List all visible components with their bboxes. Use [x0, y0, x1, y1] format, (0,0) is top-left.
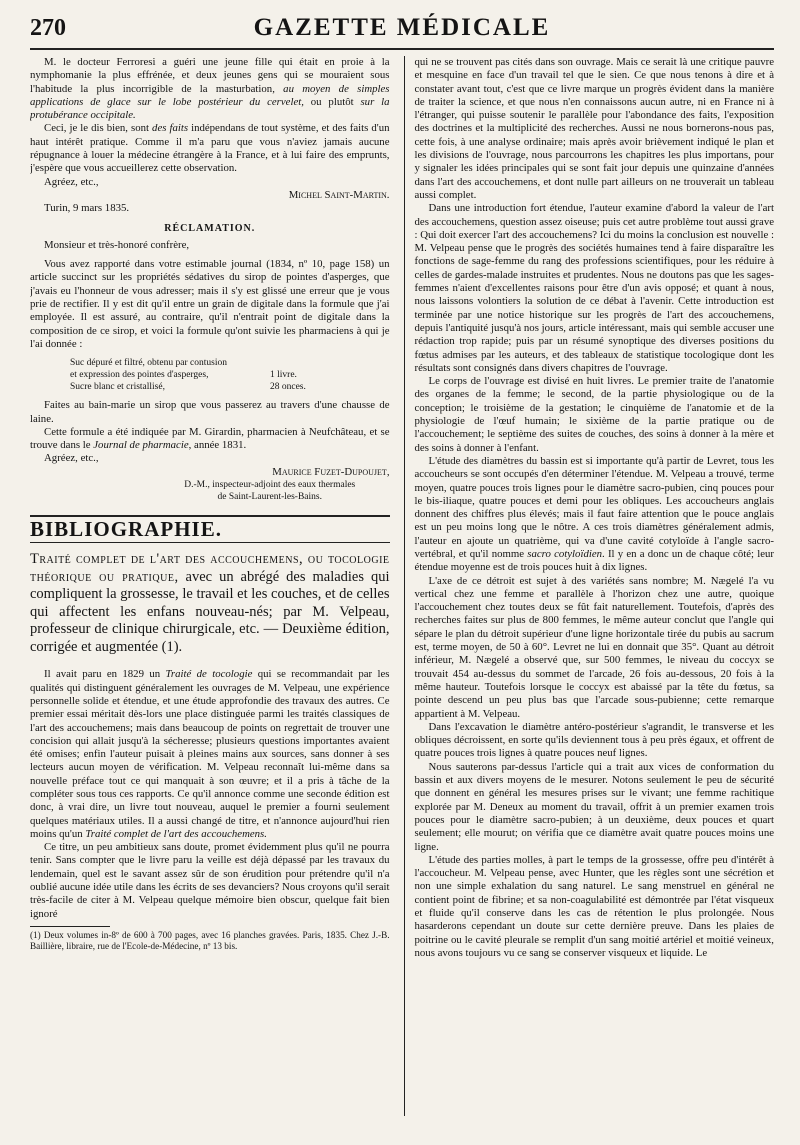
masthead	[30, 0, 774, 50]
signature-detail: de Saint-Laurent-les-Bains.	[217, 492, 322, 503]
book-title: Traité complet de l'art des accouchemens, ou tocologie théorique ou pratique, avec un abrégé des maladies qui compliquent la grossesse, le travail et les couches, et de celles qui affectent les enfans nouveau-nés; par M. Velpeau, professeur de clinique chirurgicale, etc. — Deuxième édition, corrigée et augmentée (1).	[30, 551, 390, 655]
recipe-row: Suc dépuré et filtré, obtenu par contusion	[70, 358, 227, 369]
paragraph: qui ne se trouvent pas cités dans son ouvrage. Mais ce serait là une critique pauvre et mesquine en face d'un travail tel que le sien. Ce que nous tenons à dire et à constater avant tout, c'est que ce livre marque un progrès évident dans la manière de traiter la science, et que nous n'en connaissons aucun autre, ni en France ni à l'étranger, qui puisse soutenir le parallèle pour l'abondance des faits, l'exposition des doctrines et la multiplicité des recherches. Aussi ne nous bornerons-nous pas, cette fois, à une analyse ordinaire; mais après avoir brièvement indiqué le plan et les divisions de l'ouvrage, nous parcourrons les chapitres les plus importans, pour y signaler les idées principales qui se sont fait jour depuis une quinzaine d'années dans l'art des accouchemens, et dont nulle part ailleurs on ne trouverait un tableau aussi complet.	[414, 56, 775, 201]
signature: Maurice Fuzet-Dupoujet,	[272, 465, 390, 478]
recipe	[70, 357, 390, 393]
dateline: Turin, 9 mars 1835.	[44, 202, 130, 215]
column-rule	[404, 56, 405, 1116]
paragraph: Cette formule a été indiquée par M. Girardin, pharmacien à Neufchâteau, et se trouve dans le Journal de pharmacie, année 1831.	[30, 425, 390, 452]
footnote: (1) Deux volumes in-8º de 600 à 700 pages, avec 16 planches gravées. Paris, 1835. Chez J.-B. Baillière, libraire, rue de l'Ecole-de-Médecine, nº 13 bis.	[30, 929, 390, 952]
section-title: BIBLIOGRAPHIE.	[30, 517, 222, 542]
paragraph: Le corps de l'ouvrage est divisé en huit livres. Le premier traite de l'anatomie des organes de la femme; le second, de la partie physiologique ou de la conception; le troisième de la gestation; le cinquième de l'anatomie et de la physiologie de l'œuf humain; le sixième de la partie pratique ou de l'accouchement; le septième des suites de couches, des soins à donner à la mère et des soins à donner à l'enfant.	[414, 375, 775, 454]
paragraph: L'étude des parties molles, à part le temps de la grossesse, offre peu d'intérêt à l'accoucheur. M. Velpeau pense, avec Hunter, que les règles sont une sécrétion et non une simple exhalation du sang naturel. Le sang menstruel en général ne contient point de fibrine; et sa non-coagulabilité est démontrée par l'état visqueux et fluide qu'il conserve dans les cas de rétention le plus prolongée. Nous hasarderons cependant un doute sur cette dernière preuve. Dans les plaies de poitrine ou le cavité pleurale se remplit d'un sang moitié artériel et moitié veineux, nous avons toujours vu ce sang se conserver visqueux et liquide. Le	[414, 853, 775, 959]
signature: Michel Saint-Martin.	[288, 188, 390, 201]
paragraph: Ce titre, un peu ambitieux sans doute, promet évidemment plus qu'il ne pourra tenir. Sans compter que le livre paru la veille est déjà dépassé par les travaux du lendemain, quel est le savant assez sûr de son érudition pour prétendre qu'il n'a oublié aucune idée utile dans les écrits de ses devanciers? Nous croyons qu'il serait très-facile de citer à M. Velpeau quelque mémoire bien obscur, quelque fait bien ignoré	[30, 841, 390, 920]
salutation: Agréez, etc.,	[44, 452, 99, 465]
paragraph: M. le docteur Ferroresi a guéri une jeune fille qui était en proie à la nymphomanie la plus effrénée, et deux jeunes gens qui se mouraient sous l'habitude la plus incorrigible de la masturbation, au moyen de simples applications de glace sur le lobe postérieur du cervelet, ou plutôt sur la protubérance occipitale.	[30, 56, 390, 122]
paragraph: L'axe de ce détroit est sujet à des variétés sans nombre; M. Nægelé l'a vu vertical chez une femme et parallèle à l'horizon chez une autre, quoique l'accouchement chez toutes deux se fût fait naturellement. Toutefois, d'après des recherches faites sur plus de 800 femmes, le même auteur conclut que l'angle qui sépare le plan du détroit supérieur d'une ligne horizontale tirée du pubis au sacrum est, terme moyen, de 50 à 60°. Levret ne lui en donnait que 35°. Quant au détroit inférieur, M. Nægelé a observé que, sur 500 femmes, le niveau du coccyx se trouvait 454 au-dessus du sommet de l'arcade, 26 fois au-dessous, 20 fois à la même hauteur. Toutefois lorsque le coccyx est abaissé par la tête du fœtus, sa pointe descend un peu plus bas que l'arcade sous-pubienne; cette remarque appartient à M. Velpeau.	[414, 574, 775, 720]
text-columns	[30, 56, 774, 1116]
recipe-row: Sucre blanc et cristallisé, 28 onces.	[70, 382, 306, 393]
page-number: 270	[30, 15, 66, 41]
paragraph: Dans l'excavation le diamètre antéro-postérieur s'agrandit, le transverse et les obliques décroissent, en sorte qu'ils deviennent tous à peu près égaux, et offrent de quatre pouces trois lignes à quatre pouces neuf lignes.	[414, 720, 775, 760]
reclamation-heading: RÉCLAMATION.	[164, 222, 256, 234]
paragraph: Faites au bain-marie un sirop que vous passerez au travers d'une chausse de laine.	[30, 399, 390, 425]
paragraph: Nous sauterons par-dessus l'article qui a trait aux vices de conformation du bassin et aux divers moyens de le mesurer. Notons seulement le peu de sécurité que donnent en général les mesures prises sur le vivant; une femme rachitique explorée par M. Deneux au moment du travail, offrit à un premier examen trois pouces pour le diamètre sacro-pubien; à un deuxième, deux pouces et quart seulement; elle mourut; on vérifia que ce diamètre avait quatre pouces moins une ligne.	[414, 760, 775, 853]
paragraph: Vous avez rapporté dans votre estimable journal (1834, nº 10, page 158) un article succinct sur les propriétés sédatives du sirop de pointes d'asperges, que j'avais eu l'honneur de vous adresser; mais il s'y est glissé une erreur que je vous prie de rectifier. Il y est dit qu'il entre un grain de digitale dans la formule que j'ai employée. Il est assuré, au contraire, qu'il n'entrait point de digitale dans la composition de ce sirop, et voici la formule qu'ont suivie les pharmaciens à qui je l'ai donnée :	[30, 258, 390, 350]
footnote-divider	[30, 926, 110, 927]
right-column	[411, 56, 775, 1116]
paragraph: L'étude des diamètres du bassin est si importante qu'à partir de Levret, tous les accoucheurs se sont occupés d'en déterminer l'étendue. M. Velpeau a trouvé, terme moyen, quatre pouces trois lignes pour le diamètre sacro-pubien, cinq pouces pour le bis-iliaque, quatre pouces et demi pour les obliques. Les accoucheurs anglais donnent des chiffres plus élevés; mais il faut faire attention que le pouce anglais est un peu moins long que le nôtre. A ces trois diamètres généralement admis, l'auteur en ajoute un quatrième, qui va d'une cavité cotyloïde à l'angle sacro-vertébral, et qu'il nomme sacro cotyloïdien. Il y en a donc un de chaque côté; leur étendue moyenne est de trois pouces huit à dix lignes.	[414, 454, 775, 574]
signature-detail: D.-M., inspecteur-adjoint des eaux thermales	[184, 480, 356, 491]
paragraph: Ceci, je le dis bien, sont des faits indépendans de tout système, et des faits d'un haut intérêt pratique. Comme il m'a paru que vous n'aviez jamais aucune répugnance à louer la médecine étrangère à la France, et à lui faire des emprunts, j'espère que vous accueillerez cette observation.	[30, 122, 390, 175]
paragraph: Dans une introduction fort étendue, l'auteur examine d'abord la valeur de l'art des accouchemens, question assez oiseuse; puis cet autre problème tout aussi grave : Qui doit exercer l'art des accouchemens? Ici du moins la conclusion est nouvelle : M. Velpeau pense que le progrès des sociétés humaines tend à faire disparaître les fonctions de sage-femme du rang des professions scientifiques, pour les réduire à celles de gardes-malade instruites et prudentes. Nous ne doutons pas que les sages-femmes n'aient d'excellentes raisons pour être d'un avis opposé; et quant à nous, nous laissons volontiers la solution de ce débat à l'avenir. Cette introduction est terminée par une notice historique sur les progrès de l'art des accouchemens, depuis l'antiquité jusqu'à nos jours, article intéressant, mais qui semble accuser une rédaction trop rapide; puis par un résumé synoptique des diverses positions du fœtus admises par les auteurs, et des tableaux de statistique tocologique dont les résultats sont consignés dans divers chapitres de l'ouvrage.	[414, 202, 775, 374]
left-column	[30, 56, 398, 1116]
recipe-row: et expression des pointes d'asperges, 1 livre.	[70, 370, 297, 381]
section-divider	[30, 542, 390, 543]
salutation: Agréez, etc.,	[44, 175, 99, 188]
address: Monsieur et très-honoré confrère,	[44, 238, 190, 251]
journal-title: GAZETTE MÉDICALE	[253, 14, 551, 41]
paragraph: Il avait paru en 1829 un Traité de tocologie qui se recommandait par les qualités qui distinguent généralement les ouvrages de M. Velpeau, une expérience personnelle solide et étendue, et une étude approfondie des travaux des autres. Ce premier essai méritait dès-lors une place distinguée parmi les traités classiques de l'art des accouchemens; mais dans beaucoup de points on regrettait de trouver une concision qui allait jusqu'à la sécheresse; plusieurs questions importantes avaient été omises; enfin l'auteur puisait à pleines mains aux sources, sans donner à ses lecteurs aucun moyen de vérification. M. Velpeau reconnaît lui-même dans sa nouvelle préface tout ce qui manquait à son œuvre; et il a pris à tâche de la compléter sous tous ces rapports. Ce qu'il annonce comme une seconde édition est donc, à vrai dire, un livre tout nouveau, auquel le premier a fourni seulement quelques matériaux utiles. Il a aussi changé de titre, et n'annonce aujourd'hui rien moins qu'un Traité complet de l'art des accouchemens.	[30, 668, 390, 840]
